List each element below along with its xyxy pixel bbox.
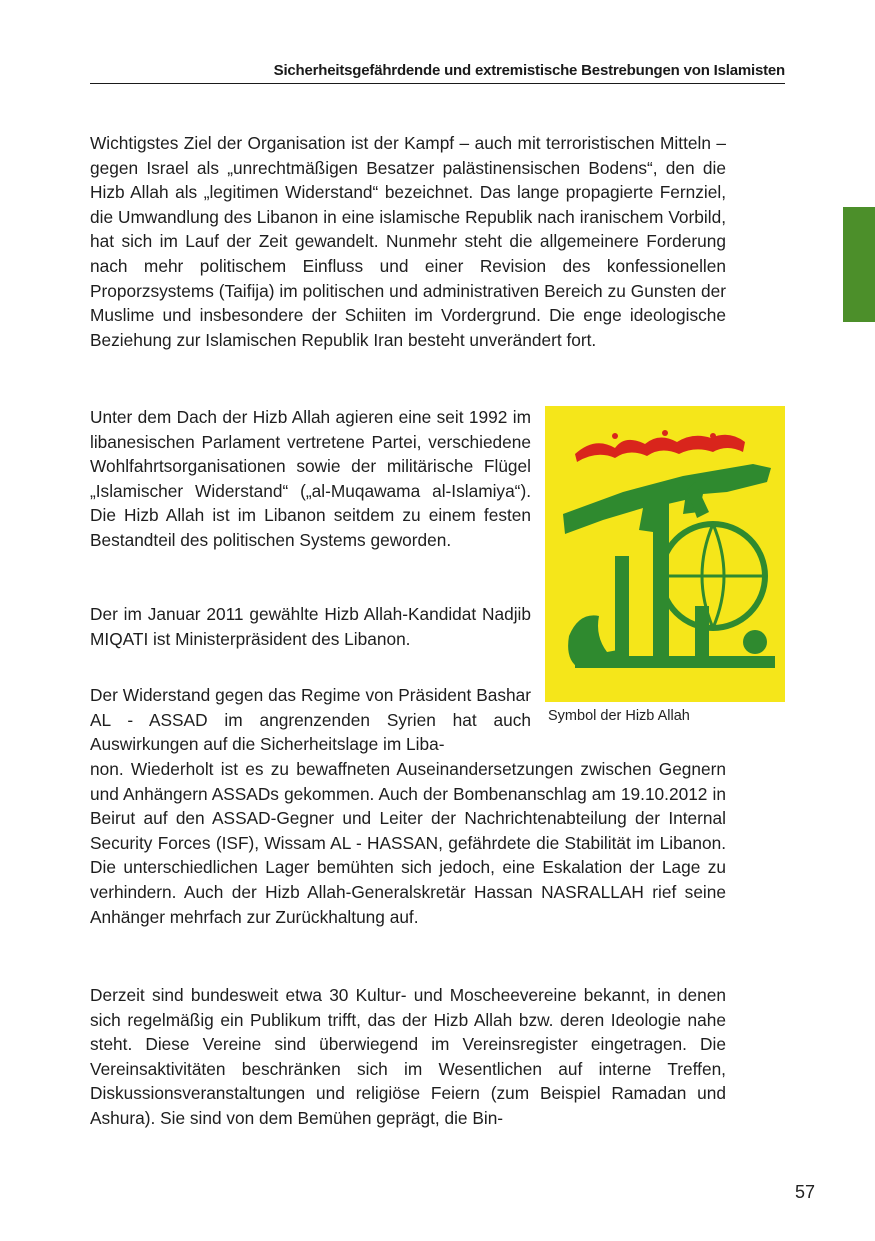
header-rule xyxy=(90,83,785,84)
figure-caption: Symbol der Hizb Allah xyxy=(548,708,690,724)
paragraph-5: Derzeit sind bundesweit etwa 30 Kultur- und Moscheevereine bekannt, in denen sich regelmäßig ein Publikum trifft, das der Hizb Allah bzw. deren Ideologie nahe steht. Diese Vereine sind überwiegend im Vereinsregister eingetragen. Die Vereinsaktivitäten beschränken sich im Wesentlichen auf interne Treffen, Diskussionsveranstaltungen und religiöse Feiern (zum Beispiel Ramadan und Ashura). Sie sind von dem Bemühen geprägt, die Bin- xyxy=(90,985,726,1128)
paragraph-1: Wichtigstes Ziel der Organisation ist der Kampf – auch mit terroristischen Mitteln – gegen Israel als „unrechtmäßigen Besatzer palästinensischen Bodens“, den die Hizb Allah als „legitimen Widerstand“ bezeichnet. Das lange propagierte Fernziel, die Umwandlung des Libanon in eine islamische Republik nach iranischem Vorbild, hat sich im Lauf der Zeit gewandelt. Nunmehr steht die allgemeinere Forderung nach mehr politischem Einfluss und einer Revision des konfessionellen Proporzsystems (Taifija) im politischen und administrativen Bereich zu Gunsten der Muslime und insbesondere der Schiiten im Vordergrund. Die enge ideologische Beziehung zur Islamischen Republik Iran besteht unverändert fort. xyxy=(90,133,726,350)
chapter-tab-marker xyxy=(843,207,875,322)
hizb-allah-flag-logo xyxy=(545,406,785,702)
paragraph-4-continuation: non. Wiederholt ist es zu bewaffneten Auseinandersetzungen zwischen Gegnern und Anhängern ASSADs gekommen. Auch der Bombenanschlag am 19.10.2012 in Beirut auf den ASSAD-Gegner und Leiter der Nachrichtenabteilung der Internal Security Forces (ISF), Wissam AL - HASSAN, gefährdete die Stabilität im Libanon. Die unterschiedlichen Lager bemühten sich jedoch, eine Eskalation der Lage zu verhindern. Auch der Hizb Allah-Generalskretär Hassan NASRALLAH rief seine Anhänger mehrfach zur Zurückhaltung auf. xyxy=(90,759,726,927)
running-header: Sicherheitsgefährdende und extremistische Bestrebungen von Islamisten xyxy=(273,62,785,79)
page-number: 57 xyxy=(795,1182,816,1202)
hizb-allah-symbol-figure xyxy=(545,406,785,702)
paragraph-3: Der im Januar 2011 gewählte Hizb Allah-Kandidat Nadjib MIQATI ist Ministerpräsident des Libanon. xyxy=(90,604,531,649)
paragraph-4-start: Der Widerstand gegen das Regime von Präsident Bashar AL - ASSAD im angrenzenden Syrien hat auch Auswirkungen auf die Sicherheitslage im Liba- xyxy=(90,685,531,755)
paragraph-2: Unter dem Dach der Hizb Allah agieren eine seit 1992 im libanesischen Parlament vertretene Partei, verschiedene Wohlfahrtsorganisationen sowie der militärische Flügel „Islamischer Widerstand“ („al-Muqawama al-Islamiya“). Die Hizb Allah ist im Libanon seitdem zu einem festen Bestandteil des politischen Systems geworden. xyxy=(90,407,531,550)
